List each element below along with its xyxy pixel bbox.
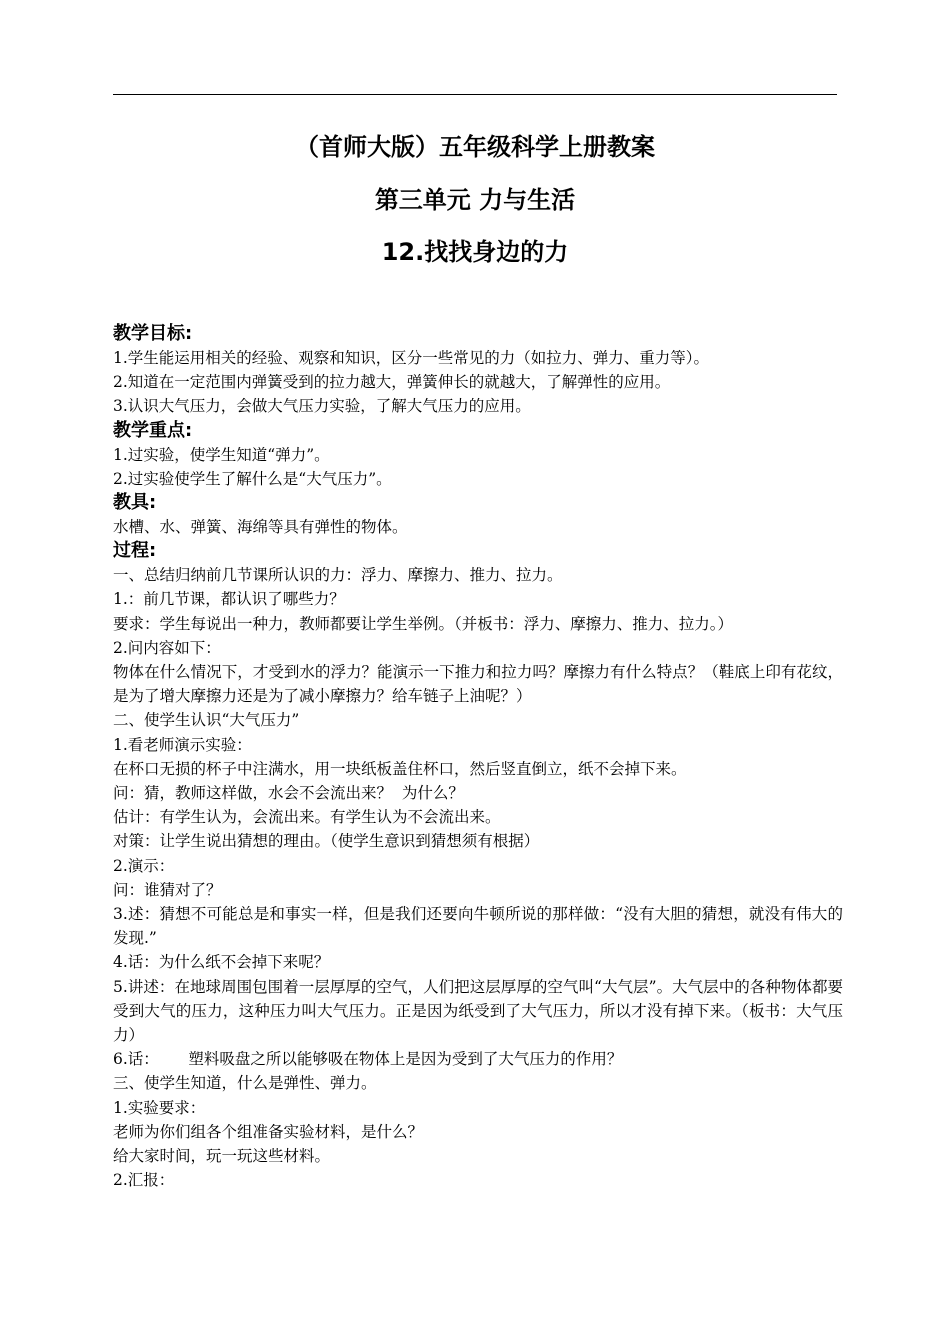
document-title: （首师大版）五年级科学上册教案 [295,133,655,161]
unit-title: 第三单元 力与生活 [374,186,576,214]
body-line: 对策：让学生说出猜想的理由。（使学生意识到猜想须有根据） [113,832,540,851]
body-line: 2.演示： [113,856,175,875]
body-line: 1.实验要求： [113,1098,206,1117]
body-line: 1.：前几节课，都认识了哪些力？ [113,590,345,609]
section-heading: 教学目标: [113,323,193,344]
body-line: 3.认识大气压力，会做大气压力实验，了解大气压力的应用。 [113,397,531,416]
body-line: 5.讲述：在地球周围包围着一层厚厚的空气，人们把这层厚厚的空气叫“大气层”。大气层中的各种物体都要受到大气的压力，这种压力叫大气压力。正是因为纸受到了大气压力，所以才没有掉下来。（板书：大气压力） [113,977,843,1045]
body-line: 6.话： 塑料吸盘之所以能够吸在物体上是因为受到了大气压力的作用？ [113,1050,623,1069]
section-heading: 教学重点: [113,419,193,441]
body-line: 要求：学生每说出一种力，教师都要让学生举例。（并板书：浮力、摩擦力、推力、拉力。） [113,614,734,633]
body-line: 问：谁猜对了？ [113,880,222,899]
body-line: 三、使学生知道，什么是弹性、弹力。 [113,1074,377,1093]
body-line: 在杯口无损的杯子中注满水，用一块纸板盖住杯口，然后竖直倒立，纸不会掉下来。 [113,759,687,778]
body-line: 水槽、水、弹簧、海绵等具有弹性的物体。 [113,518,408,537]
body-line: 估计：有学生认为，会流出来。有学生认为不会流出来。 [113,808,501,827]
section-heading: 教具: [113,492,157,514]
section-heading: 过程: [113,540,157,562]
body-line: 2.汇报： [113,1171,175,1190]
body-line: 物体在什么情况下，才受到水的浮力？能演示一下推力和拉力吗？摩擦力有什么特点？（鞋底上印有花纹，是为了增大摩擦力还是为了减小摩擦力？给车链子上油呢？） [113,663,843,706]
body-line: 1.看老师演示实验： [113,735,252,754]
body-line: 1.学生能运用相关的经验、观察和知识，区分一些常见的力（如拉力、弹力、重力等）。 [113,349,710,367]
body-line: 1.过实验，使学生知道“弹力”。 [113,445,330,464]
body-line: 二、使学生认识“大气压力” [113,711,300,730]
body-line: 2.知道在一定范围内弹簧受到的拉力越大，弹簧伸长的就越大，了解弹性的应用。 [113,373,671,392]
body-line: 2.问内容如下： [113,638,221,657]
lesson-title: 12.找找身边的力 [381,238,569,266]
body-line: 2.过实验使学生了解什么是“大气压力”。 [113,469,392,488]
title-block [113,132,837,267]
body-line: 问：猜，教师这样做，水会不会流出来？ 为什么？ [113,784,464,803]
lesson-body [113,322,843,1193]
header-rule [113,94,837,95]
body-line: 4.话：为什么纸不会掉下来呢？ [113,953,330,972]
body-line: 老师为你们组各个组准备实验材料，是什么？ [113,1122,424,1141]
body-line: 3.述：猜想不可能总是和事实一样，但是我们还要向牛顿所说的那样做：“没有大胆的猜想，就没有伟大的发现.” [113,905,843,948]
body-line: 一、总结归纳前几节课所认识的力：浮力、摩擦力、推力、拉力。 [113,566,563,585]
body-line: 给大家时间，玩一玩这些材料。 [113,1147,331,1166]
